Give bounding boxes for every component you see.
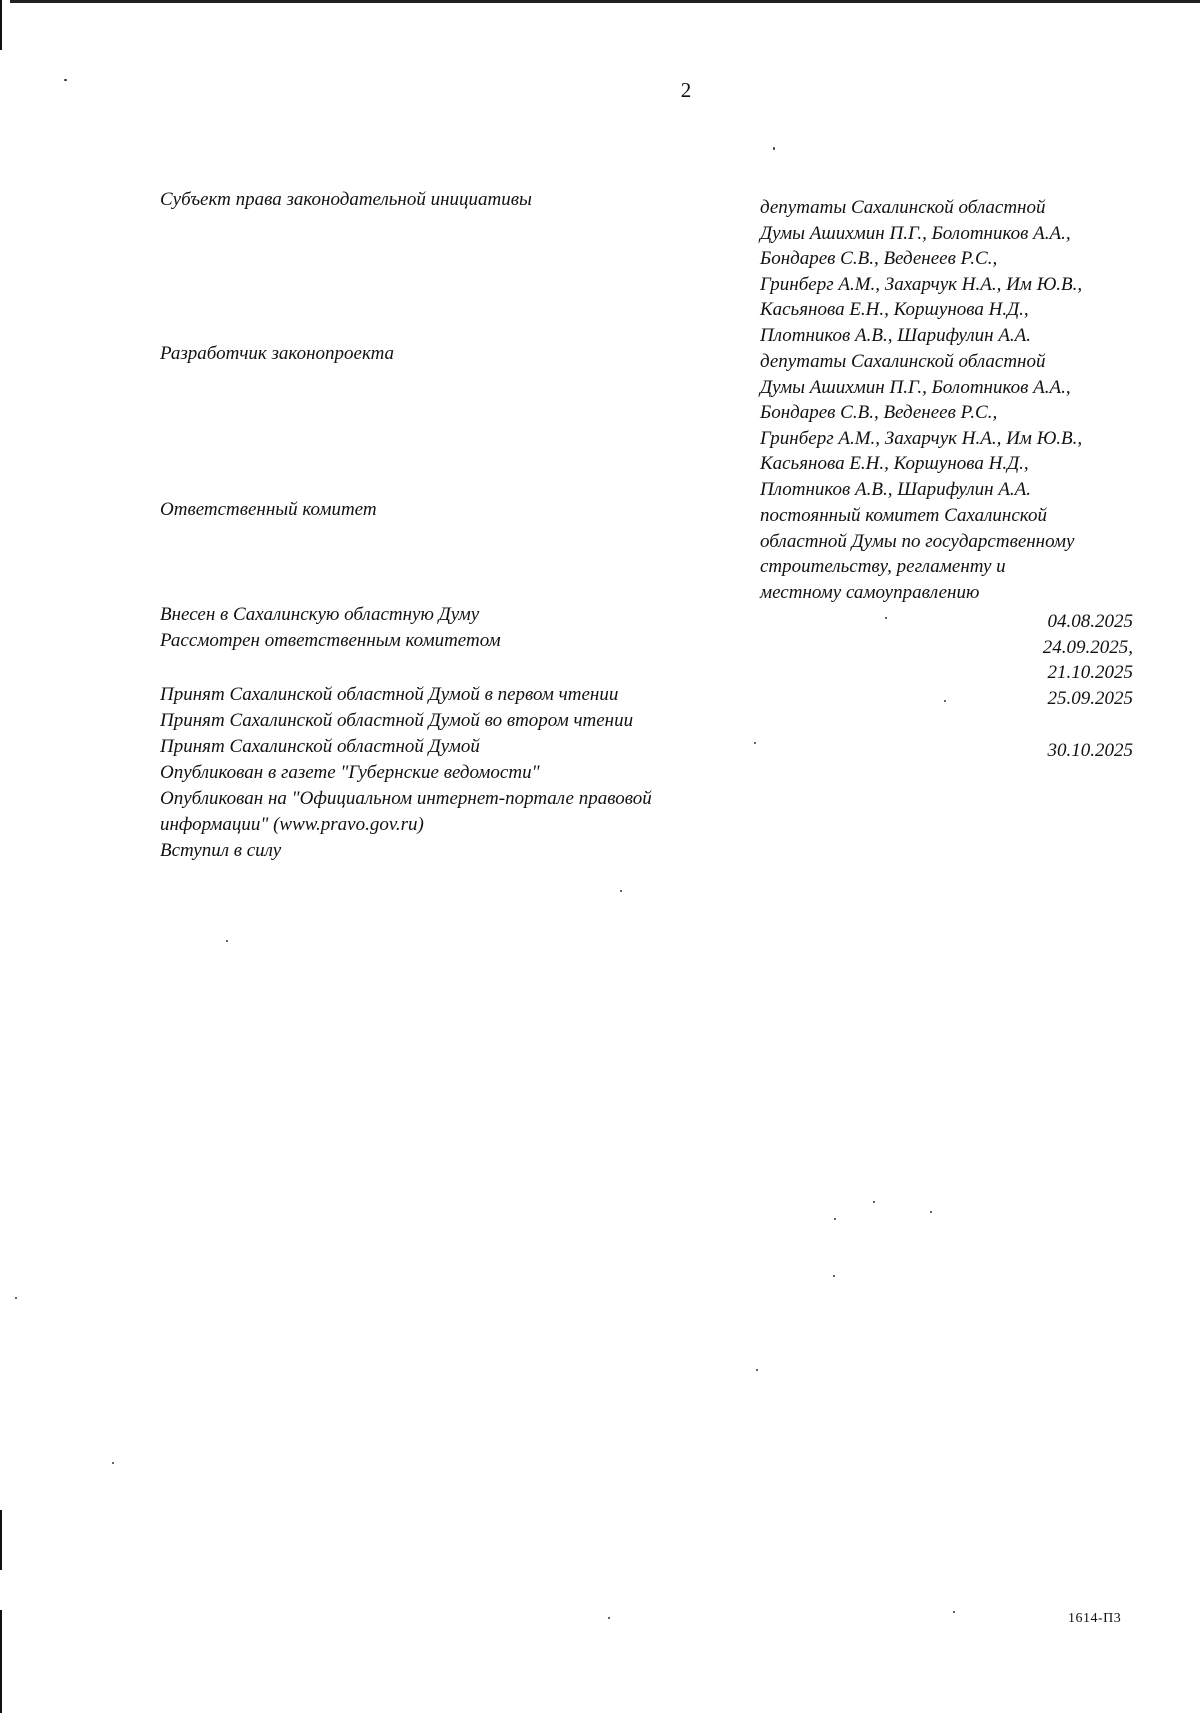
scan-speck <box>834 1218 836 1220</box>
value-line: Гринберг А.М., Захарчук Н.А., Им Ю.В., <box>760 427 1083 449</box>
value-line: строительству, регламенту и <box>760 556 1006 577</box>
row-value-bill-developer <box>760 349 1136 502</box>
top-border-line <box>10 0 1200 3</box>
value-line: Плотников А.В., Шарифулин А.А. <box>760 324 1032 346</box>
scan-speck <box>15 1297 17 1299</box>
row-label-responsible-committee: Ответственный комитет <box>160 499 377 520</box>
event-first-reading: Принят Сахалинской областной Думой в первом чтении <box>160 684 619 705</box>
value-line: Плотников А.В., Шарифулин А.А. <box>760 478 1032 500</box>
event-adopted: Принят Сахалинской областной Думой <box>160 736 480 757</box>
row-value-responsible-committee <box>760 503 1136 605</box>
scan-speck <box>608 1617 610 1619</box>
scan-speck <box>944 700 946 702</box>
value-line: Касьянова Е.Н., Коршунова Н.Д., <box>760 299 1029 320</box>
left-edge-mark <box>0 0 2 50</box>
scan-speck <box>620 890 622 892</box>
date-considered-1: 24.09.2025, <box>1042 637 1133 658</box>
value-line: Думы Ашихмин П.Г., Болотников А.А., <box>760 376 1071 398</box>
event-published-newspaper: Опубликован в газете "Губернские ведомости" <box>160 762 540 783</box>
scan-speck <box>885 617 887 619</box>
scan-speck <box>873 1201 875 1203</box>
left-edge-mark <box>0 1510 2 1570</box>
row-label-bill-developer: Разработчик законопроекта <box>160 343 395 364</box>
scan-speck <box>773 147 775 150</box>
value-line: Бондарев С.В., Веденеев Р.С., <box>760 248 998 269</box>
value-line: местному самоуправлению <box>760 581 980 603</box>
scan-speck <box>226 940 228 942</box>
date-submitted: 04.08.2025 <box>1047 611 1133 632</box>
value-line: Гринберг А.М., Захарчук Н.А., Им Ю.В., <box>760 273 1083 295</box>
event-published-portal-continued: информации" (www.pravo.gov.ru) <box>160 814 424 835</box>
scan-speck <box>754 742 756 744</box>
document-code: 1614-П3 <box>1068 1611 1122 1626</box>
date-considered-2: 21.10.2025 <box>1047 662 1133 683</box>
row-label-initiative-subject: Субъект права законодательной инициативы <box>160 189 532 210</box>
event-submitted: Внесен в Сахалинскую областную Думу <box>160 604 480 625</box>
value-line: Касьянова Е.Н., Коршунова Н.Д., <box>760 453 1029 474</box>
value-line: постоянный комитет Сахалинской <box>760 505 1047 526</box>
left-edge-mark <box>0 1610 2 1713</box>
value-line: Бондарев С.В., Веденеев Р.С., <box>760 402 998 423</box>
value-line: депутаты Сахалинской областной <box>760 351 1046 372</box>
value-line: областной Думы по государственному <box>760 530 1075 552</box>
scan-speck <box>756 1369 758 1371</box>
event-entered-into-force: Вступил в силу <box>160 840 282 861</box>
date-adopted: 30.10.2025 <box>1047 740 1133 761</box>
scan-speck <box>112 1462 114 1464</box>
scan-speck <box>833 1275 835 1277</box>
scan-speck <box>953 1611 955 1613</box>
value-line: депутаты Сахалинской областной <box>760 197 1046 218</box>
event-published-portal: Опубликован на "Официальном интернет-портале правовой <box>160 788 652 809</box>
scan-speck <box>930 1211 932 1213</box>
event-considered-by-committee: Рассмотрен ответственным комитетом <box>160 630 501 651</box>
row-value-initiative-subject <box>760 195 1136 348</box>
scan-speck <box>64 79 67 81</box>
page-number: 2 <box>680 78 692 102</box>
event-second-reading: Принят Сахалинской областной Думой во втором чтении <box>160 710 634 731</box>
value-line: Думы Ашихмин П.Г., Болотников А.А., <box>760 222 1071 244</box>
date-first-reading: 25.09.2025 <box>1047 688 1133 709</box>
